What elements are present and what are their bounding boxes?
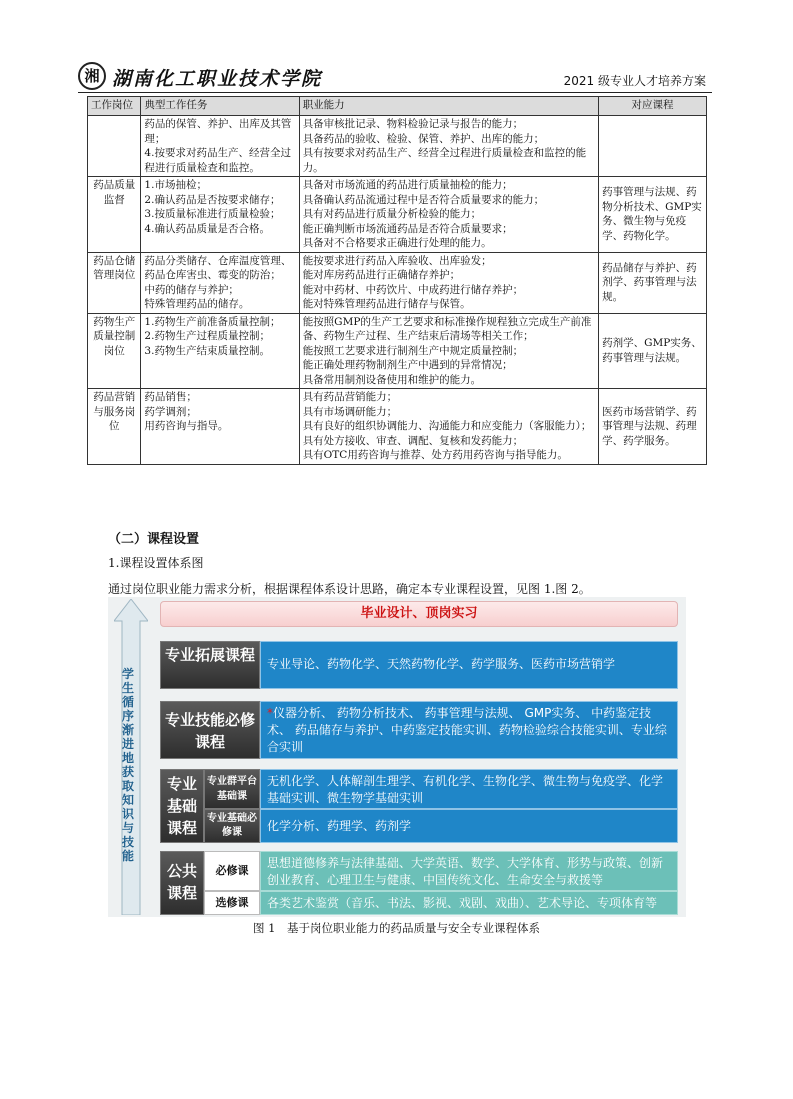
cell-abilities bbox=[299, 313, 598, 389]
cell-tasks-line: 2.药物生产过程质量控制； bbox=[144, 330, 270, 342]
skills-courses bbox=[260, 701, 678, 759]
table-body bbox=[88, 116, 707, 465]
cell-post: 药品质量监督 bbox=[88, 177, 141, 253]
cell-tasks-line: 1.药物生产前准备质量控制； bbox=[144, 315, 281, 328]
cell-abilities-line: 能对特殊管理药品进行储存与保管。 bbox=[302, 298, 471, 310]
cell-abilities-line: 具有处方接收、审查、调配、复核和发药能力； bbox=[302, 434, 524, 447]
section-title: （二）课程设置 bbox=[108, 532, 200, 547]
cell-abilities-line: 能按照GMP的生产工艺要求和标准操作规程独立完成生产前准备、药物生产过程、生产结束后清场等相关工作； bbox=[302, 315, 592, 342]
cell-courses: 药剂学、GMP实务、药事管理与法规。 bbox=[599, 313, 707, 389]
school-logo: 湘 bbox=[78, 62, 106, 90]
public-elective-courses: 各类艺术鉴赏（音乐、书法、影视、戏剧、戏曲）、艺术导论、专项体育等 bbox=[260, 891, 678, 915]
graduation-band: 毕业设计、顶岗实习 bbox=[160, 601, 678, 627]
foundation-label: 专业基础课程 bbox=[160, 769, 204, 843]
cell-abilities-line: 具有药品营销能力； bbox=[302, 391, 398, 403]
cell-abilities-line: 具有市场调研能力； bbox=[302, 405, 398, 418]
cell-courses: 医药市场营销学、药事管理与法规、药理学、药学服务。 bbox=[599, 389, 707, 465]
plan-title: 2021 级专业人才培养方案 bbox=[563, 74, 706, 88]
cell-courses: 药事管理与法规、药物分析技术、GMP实务、微生物与免疫学、药物化学。 bbox=[599, 177, 707, 253]
header-abilities: 职业能力 bbox=[299, 97, 598, 116]
job-ability-table bbox=[87, 96, 707, 465]
table-row bbox=[88, 252, 707, 313]
cell-courses: 药品储存与养护、药剂学、药事管理与法规。 bbox=[599, 252, 707, 313]
table-row bbox=[88, 313, 707, 389]
cell-abilities bbox=[299, 116, 598, 177]
cell-abilities-line: 具有良好的组织协调能力、沟通能力和应变能力（客服能力）； bbox=[302, 420, 592, 432]
cell-tasks bbox=[141, 389, 299, 465]
cell-tasks-line: 3.药物生产结束质量控制。 bbox=[144, 344, 270, 357]
cell-tasks bbox=[141, 252, 299, 313]
cell-abilities-line: 能正确判断市场流通药品是否符合质量要求； bbox=[302, 222, 513, 235]
cell-tasks-line: 药学调剂； bbox=[144, 405, 197, 418]
table-row bbox=[88, 177, 707, 253]
cell-abilities-line: 具备对不合格要求正确进行处理的能力。 bbox=[302, 237, 492, 249]
figure-caption: 图 1 基于岗位职业能力的药品质量与安全专业课程体系 bbox=[253, 921, 540, 935]
cell-courses bbox=[599, 116, 707, 177]
page-header bbox=[78, 62, 712, 93]
cell-tasks-line: 中药的储存与养护； bbox=[144, 283, 239, 296]
course-system-diagram bbox=[108, 597, 686, 917]
public-label: 公共课程 bbox=[160, 851, 204, 915]
header-courses: 对应课程 bbox=[599, 97, 707, 116]
cell-tasks-line: 药品分类储存、仓库温度管理、药品仓库害虫、霉变的防治； bbox=[144, 254, 292, 281]
extension-courses: 专业导论、药物化学、天然药物化学、药学服务、医药市场营销学 bbox=[260, 641, 678, 689]
cell-tasks-line: 用药咨询与指导。 bbox=[144, 420, 229, 432]
cell-post: 药品营销与服务岗位 bbox=[88, 389, 141, 465]
cell-abilities-line: 能对中药材、中药饮片、中成药进行储存养护； bbox=[302, 283, 524, 296]
public-elective-label: 选修课 bbox=[204, 891, 260, 915]
cell-tasks-line: 特殊管理药品的储存。 bbox=[144, 298, 250, 310]
cell-abilities-line: 具备药品的验收、检验、保管、养护、出库的能力； bbox=[302, 132, 545, 145]
skills-label: 专业技能必修课程 bbox=[160, 701, 260, 759]
cell-tasks-line: 药品销售； bbox=[144, 391, 197, 403]
header-post: 工作岗位 bbox=[88, 97, 141, 116]
cell-tasks bbox=[141, 177, 299, 253]
cell-tasks-line: 2.确认药品是否按要求储存； bbox=[144, 193, 281, 206]
cell-abilities-line: 具备审核批记录、物料检验记录与报告的能力； bbox=[302, 118, 524, 130]
cell-tasks-line: 3.按质量标准进行质量检验； bbox=[144, 208, 281, 220]
foundation-group2-courses: 化学分析、药理学、药剂学 bbox=[260, 809, 678, 843]
public-required-label: 必修课 bbox=[204, 851, 260, 891]
cell-abilities-line: 具有按要求对药品生产、经营全过程进行质量检查和监控的能力。 bbox=[302, 147, 587, 174]
section-subtitle: 1.课程设置体系图 bbox=[108, 556, 204, 570]
cell-abilities-line: 能对库房药品进行正确储存养护； bbox=[302, 269, 461, 281]
foundation-group1-courses: 无机化学、人体解剖生理学、有机化学、生物化学、微生物与免疫学、化学基础实训、微生物学基础实训 bbox=[260, 769, 678, 809]
cell-abilities-line: 具备确认药品流通过程中是否符合质量要求的能力； bbox=[302, 193, 545, 206]
cell-tasks-line: 4.按要求对药品生产、经营全过程进行质量检查和监控。 bbox=[144, 147, 291, 174]
arrow-caption: 学生循序渐进地获取知识与技能 bbox=[121, 667, 134, 863]
cell-abilities-line: 具有对药品进行质量分析检验的能力； bbox=[302, 208, 482, 220]
core-course-star: * bbox=[267, 706, 273, 720]
header-tasks: 典型工作任务 bbox=[141, 97, 299, 116]
cell-abilities-line: 具备常用制剂设备使用和维护的能力。 bbox=[302, 373, 482, 386]
table-row bbox=[88, 389, 707, 465]
cell-tasks-line: 4.确认药品质量是否合格。 bbox=[144, 222, 270, 235]
cell-abilities bbox=[299, 252, 598, 313]
foundation-group2-label: 专业基础必修课 bbox=[204, 809, 260, 843]
cell-abilities-line: 能正确处理药物制剂生产中遇到的异常情况； bbox=[302, 359, 513, 371]
cell-tasks-line: 1.市场抽检； bbox=[144, 179, 207, 191]
cell-abilities-line: 能按照工艺要求进行制剂生产中规定质量控制； bbox=[302, 344, 524, 357]
cell-tasks-line: 药品的保管、养护、出库及其管理； bbox=[144, 118, 292, 145]
cell-tasks bbox=[141, 116, 299, 177]
cell-abilities-line: 具有OTC用药咨询与推荐、处方药用药咨询与指导能力。 bbox=[302, 449, 568, 461]
cell-tasks bbox=[141, 313, 299, 389]
cell-abilities bbox=[299, 177, 598, 253]
table-row bbox=[88, 116, 707, 177]
table-header-row bbox=[88, 97, 707, 116]
cell-post: 药物生产质量控制岗位 bbox=[88, 313, 141, 389]
extension-label: 专业拓展课程 bbox=[160, 641, 260, 689]
section-paragraph: 通过岗位职业能力需求分析，根据课程体系设计思路，确定本专业课程设置，见图 1.图 2。 bbox=[108, 582, 591, 596]
school-name: 湖南化工职业技术学院 bbox=[112, 68, 323, 90]
skills-courses-text: 仪器分析、 药物分析技术、 药事管理与法规、 GMP实务、 中药鉴定技术、 药品储存与养护、中药鉴定技能实训、药物检验综合技能实训、专业综合实训 bbox=[267, 706, 667, 754]
cell-post: 药品仓储管理岗位 bbox=[88, 252, 141, 313]
cell-abilities-line: 能按要求进行药品入库验收、出库验发； bbox=[302, 254, 492, 267]
cell-abilities-line: 具备对市场流通的药品进行质量抽检的能力； bbox=[302, 179, 513, 191]
cell-abilities bbox=[299, 389, 598, 465]
foundation-group1-label: 专业群平台基础课 bbox=[204, 769, 260, 809]
cell-post bbox=[88, 116, 141, 177]
public-required-courses: 思想道德修养与法律基础、大学英语、数学、大学体育、形势与政策、创新创业教育、心理卫生与健康、中国传统文化、生命安全与救援等 bbox=[260, 851, 678, 891]
